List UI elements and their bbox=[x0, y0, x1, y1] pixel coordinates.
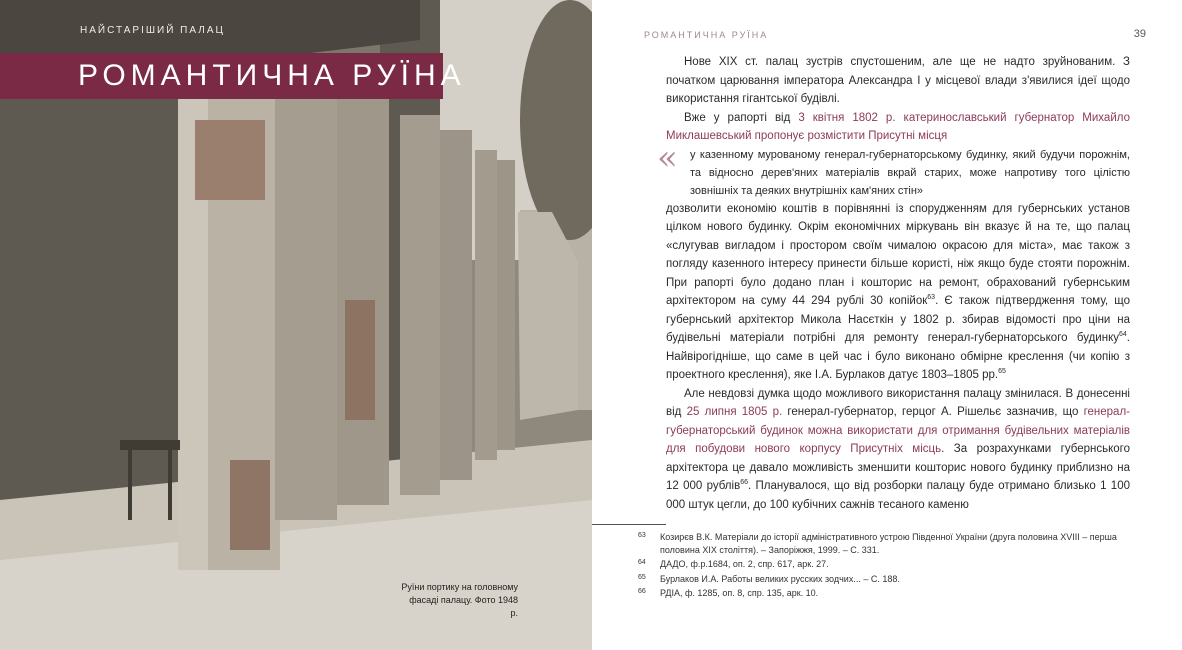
photo-caption bbox=[400, 581, 518, 620]
running-header-right: РОМАНТИЧНА РУЇНА bbox=[644, 30, 769, 40]
chapter-title-text: РОМАНТИЧНА РУЇНА bbox=[78, 59, 466, 92]
paragraph-4-text-a: Але невдовзі думка щодо можливого використання палацу змінилася. В донесенні від bbox=[666, 387, 1130, 418]
paragraph-4 bbox=[666, 385, 1130, 515]
footnote-number: 64 bbox=[638, 559, 646, 566]
paragraph-4-text-c: . За розрахунками губернського архітектора це давало можливість зменшити кошторис нового будинку приблизно на 12 000 рублів bbox=[666, 443, 1130, 492]
footnote-text: Бурлаков И.А. Работы великих русских зодчих... – С. 188. bbox=[660, 573, 900, 584]
footnote-number: 65 bbox=[638, 573, 646, 581]
footnote-ref-65: 65 bbox=[998, 368, 1006, 376]
paragraph-3-text-c: . Найвірогідніше, що саме в цей час і було виконано обмірне креслення (чи копію з проектного креслення), яке І.А. Бурлаков датує 1803–1805 рр. bbox=[666, 332, 1130, 381]
footnote-ref-64: 64 bbox=[1119, 331, 1127, 339]
highlight-date-1805: 25 липня 1805 р. bbox=[686, 406, 783, 418]
footnotes bbox=[638, 531, 1138, 602]
footnote-number: 66 bbox=[638, 588, 646, 595]
footnote-number: 63 bbox=[638, 532, 646, 539]
paragraph-2-text: Вже у рапорті від bbox=[684, 111, 799, 124]
body-text bbox=[657, 53, 1130, 514]
caption-line-2: фасаді палацу. Фото 1948 р. bbox=[409, 595, 518, 618]
footnote-item bbox=[638, 587, 1138, 600]
paragraph-3-text-b: . Є також підтвердження тому, що губернський архітектор Микола Насєткін у 1802 р. збирав відомості про ціни на будівельні матеріали потрібні для ремонту генерал-губернаторського будинку bbox=[666, 295, 1130, 344]
paragraph-4-text-b: генерал-губернатор, герцог А. Рішельє зазначив, що bbox=[782, 406, 1084, 418]
footnote-ref-66: 66 bbox=[740, 479, 748, 487]
paragraph-3 bbox=[666, 200, 1130, 385]
footnote-item bbox=[638, 573, 1138, 586]
footnote-text: РДІА, ф. 1285, оп. 8, спр. 135, арк. 10. bbox=[660, 588, 819, 598]
right-page bbox=[592, 0, 1182, 650]
paragraph-2 bbox=[666, 109, 1130, 146]
block-quote bbox=[657, 137, 1130, 200]
chapter-title bbox=[0, 53, 466, 99]
caption-line-1: Руїни портику на головному bbox=[401, 582, 518, 592]
quote-mark-icon: « bbox=[657, 137, 678, 178]
highlight-governor-proposal: 3 квітня 1802 р. катеринославський губернатор Михайло Миклашевський пропонує розмістити Присутні місця bbox=[666, 111, 1130, 142]
highlight-materials: генерал-губернаторський будинок можна використати для отримання будівельних матеріалів для побудови нового корпусу Присутніх місць bbox=[666, 406, 1130, 455]
footnote-item bbox=[638, 558, 1138, 571]
footnote-item bbox=[638, 531, 1138, 556]
running-header-left: НАЙСТАРІШИЙ ПАЛАЦ bbox=[80, 25, 225, 36]
footnote-ref-63: 63 bbox=[927, 294, 936, 302]
footnote-text: Козирєв В.К. Матеріали до історії адміністративного устрою Південної України (друга половина XVIII – перша половина XIX століття). – Запоріжжя, 1999. – С. 331. bbox=[660, 532, 1117, 555]
footnote-divider bbox=[592, 524, 666, 525]
paragraph-4-text-d: . Планувалося, що від розборки палацу буде отримано близько 1 100 000 штук цегли, до 100 кубічних сажнів тесаного каменю bbox=[666, 480, 1130, 511]
paragraph-1: Нове XIX ст. палац зустрів спустошеним, але ще не надто зруйнованим. З початком царювання імператора Александра I у місцевої влади з'явилися ідеї щодо використання гігантської будівлі. bbox=[666, 56, 1130, 105]
paragraph-3-text-a: дозволити економію коштів в порівнянні із спорудженням для губернських установ цілком нового будинку. Окрім економічних міркувань він вказує й на те, що палац «слугував вигладом і простором своїм чималою окрасою для міста», має також з погляду казенного інтересу принести більше користі, ніж якщо буде стояти порожнім. При рапорті було додано план і кошторис на ремонт, обрахований губернським архітектором на суму 44 294 рублі 30 копійок bbox=[666, 202, 1130, 307]
page-number: 39 bbox=[1133, 28, 1146, 40]
footnote-text: ДАДО, ф.р.1684, оп. 2, спр. 617, арк. 27. bbox=[660, 559, 829, 569]
quote-text: у казенному мурованому генерал-губернаторському будинку, який будучи порожнім, та відносно дерев'яних матеріалів вкрай старих, може напротиву того цілістю зовнішніх та деяких внутрішніх кам'яних стін» bbox=[690, 148, 1130, 197]
